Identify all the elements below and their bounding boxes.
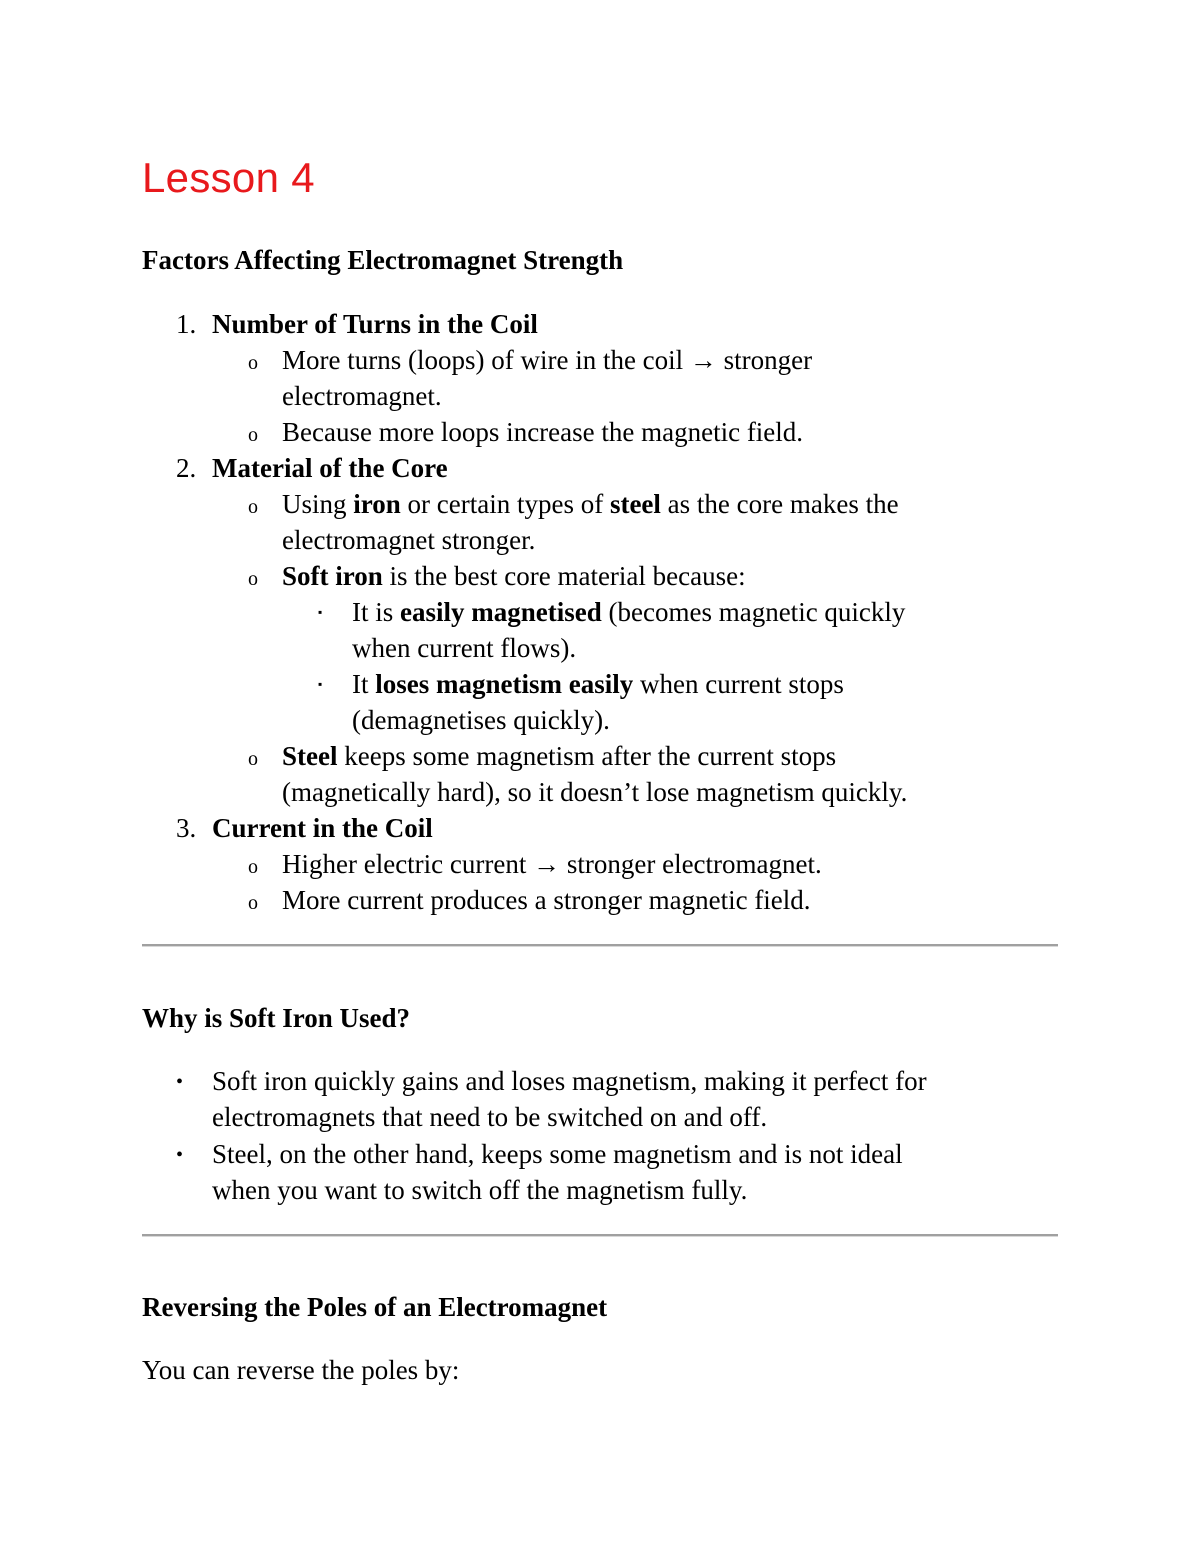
sub-item-text: More current produces a stronger magnetic field. (282, 885, 811, 915)
sub-item-text: (magnetically hard), so it doesn’t lose magnetism quickly. (282, 777, 908, 807)
bullet-text: when you want to switch off the magnetism fully. (212, 1175, 748, 1205)
list-item-label-current: Current in the Coil (212, 813, 433, 843)
sub-item-text: Using iron or certain types of steel as the core makes the (282, 489, 899, 519)
list-item-label-core: Material of the Core (212, 453, 448, 483)
intro-paragraph: You can reverse the poles by: (142, 1355, 460, 1385)
sub-bullet: o (248, 892, 258, 914)
bullet-text: Steel, on the other hand, keeps some magnetism and is not ideal (212, 1139, 903, 1169)
sub-item-text: electromagnet. (282, 381, 442, 411)
sub-item-text: Because more loops increase the magnetic field. (282, 417, 804, 447)
sub-sub-item-text: (demagnetises quickly). (352, 705, 610, 735)
sub-bullet: o (248, 748, 258, 770)
sub-item-text: electromagnet stronger. (282, 525, 536, 555)
sub-bullet: o (248, 496, 258, 518)
sub-item-text: Higher electric current → stronger electromagnet. (282, 849, 822, 879)
sub-item-text: Soft iron is the best core material because: (282, 561, 746, 591)
horizontal-rule (142, 944, 1058, 947)
lesson-title: Lesson 4 (142, 154, 315, 201)
section-heading-soft-iron: Why is Soft Iron Used? (142, 1003, 411, 1033)
sub-item-text: Steel keeps some magnetism after the current stops (282, 741, 837, 771)
sub-sub-item-text: It is easily magnetised (becomes magnetic quickly (352, 597, 906, 627)
bullet: • (176, 1071, 184, 1093)
sub-sub-bullet: ▪ (318, 677, 323, 691)
sub-bullet: o (248, 352, 258, 374)
sub-bullet: o (248, 424, 258, 446)
list-number-2: 2. (176, 453, 197, 483)
section-heading-reversing-poles: Reversing the Poles of an Electromagnet (142, 1292, 608, 1322)
bullet-text: Soft iron quickly gains and loses magnetism, making it perfect for (212, 1066, 927, 1096)
list-number-3: 3. (176, 813, 197, 843)
list-number-1: 1. (176, 309, 197, 339)
bullet: • (176, 1144, 184, 1166)
sub-sub-item-text: when current flows). (352, 633, 577, 663)
sub-sub-bullet: ▪ (318, 605, 323, 619)
bullet-text: electromagnets that need to be switched on and off. (212, 1102, 768, 1132)
sub-sub-item-text: It loses magnetism easily when current stops (352, 669, 844, 699)
sub-bullet: o (248, 568, 258, 590)
horizontal-rule (142, 1234, 1058, 1237)
list-item-label-turns: Number of Turns in the Coil (212, 309, 538, 339)
sub-bullet: o (248, 856, 258, 878)
section-heading-factors: Factors Affecting Electromagnet Strength (142, 245, 624, 275)
sub-item-text: More turns (loops) of wire in the coil → stronger (282, 345, 813, 375)
